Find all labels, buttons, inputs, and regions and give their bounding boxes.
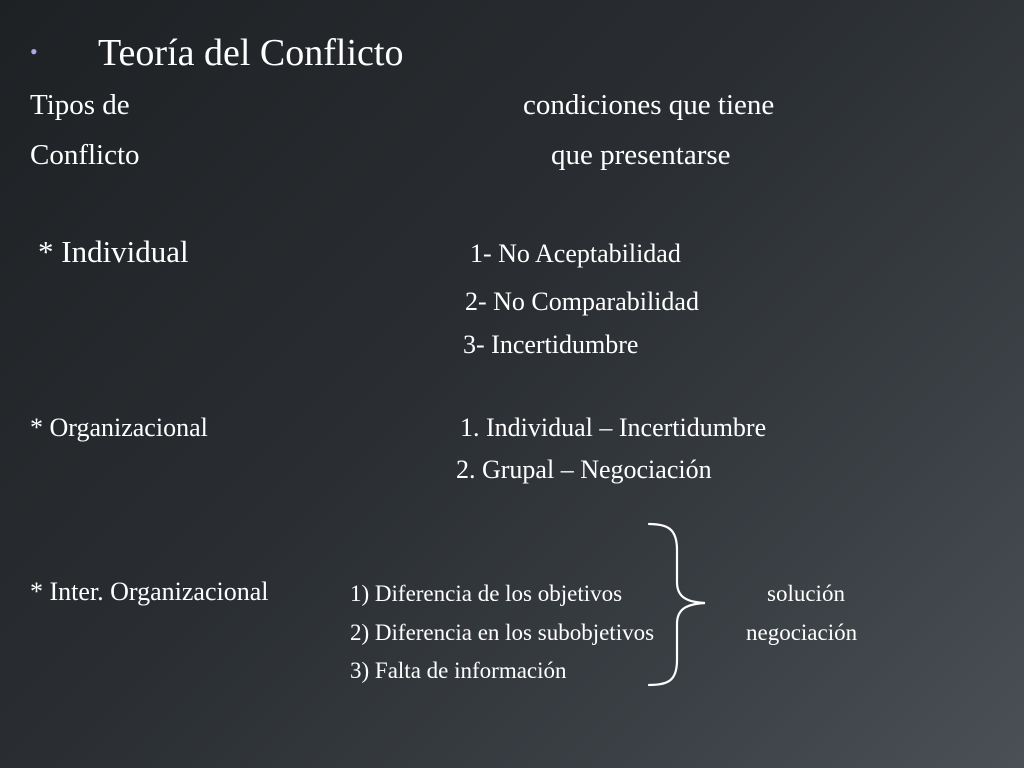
organizacional-condition-1: 1. Individual – Incertidumbre [460, 413, 767, 442]
inter-condition-2: 2) Diferencia en los subobjetivos [350, 620, 655, 645]
header-tipos-line2: Conflicto [30, 139, 140, 171]
type-inter-organizacional: * Inter. Organizacional [30, 577, 269, 606]
type-organizacional: * Organizacional [30, 413, 208, 442]
individual-condition-2: 2- No Comparabilidad [465, 287, 699, 316]
outcome-negociacion: negociación [746, 620, 858, 645]
title-bullet: • [30, 39, 38, 64]
header-tipos-line1: Tipos de [30, 89, 130, 121]
header-condiciones-line2: que presentarse [551, 139, 731, 171]
inter-condition-1: 1) Diferencia de los objetivos [350, 581, 623, 606]
inter-condition-3: 3) Falta de información [350, 658, 567, 683]
individual-condition-1: 1- No Aceptabilidad [470, 239, 681, 268]
type-individual: * Individual [38, 234, 189, 269]
right-curly-brace-icon [643, 520, 713, 690]
individual-condition-3: 3- Incertidumbre [463, 330, 639, 359]
header-condiciones-line1: condiciones que tiene [523, 89, 775, 121]
slide-title: Teoría del Conflicto [98, 32, 404, 74]
outcome-solucion: solución [767, 581, 845, 606]
organizacional-condition-2: 2. Grupal – Negociación [456, 455, 712, 484]
